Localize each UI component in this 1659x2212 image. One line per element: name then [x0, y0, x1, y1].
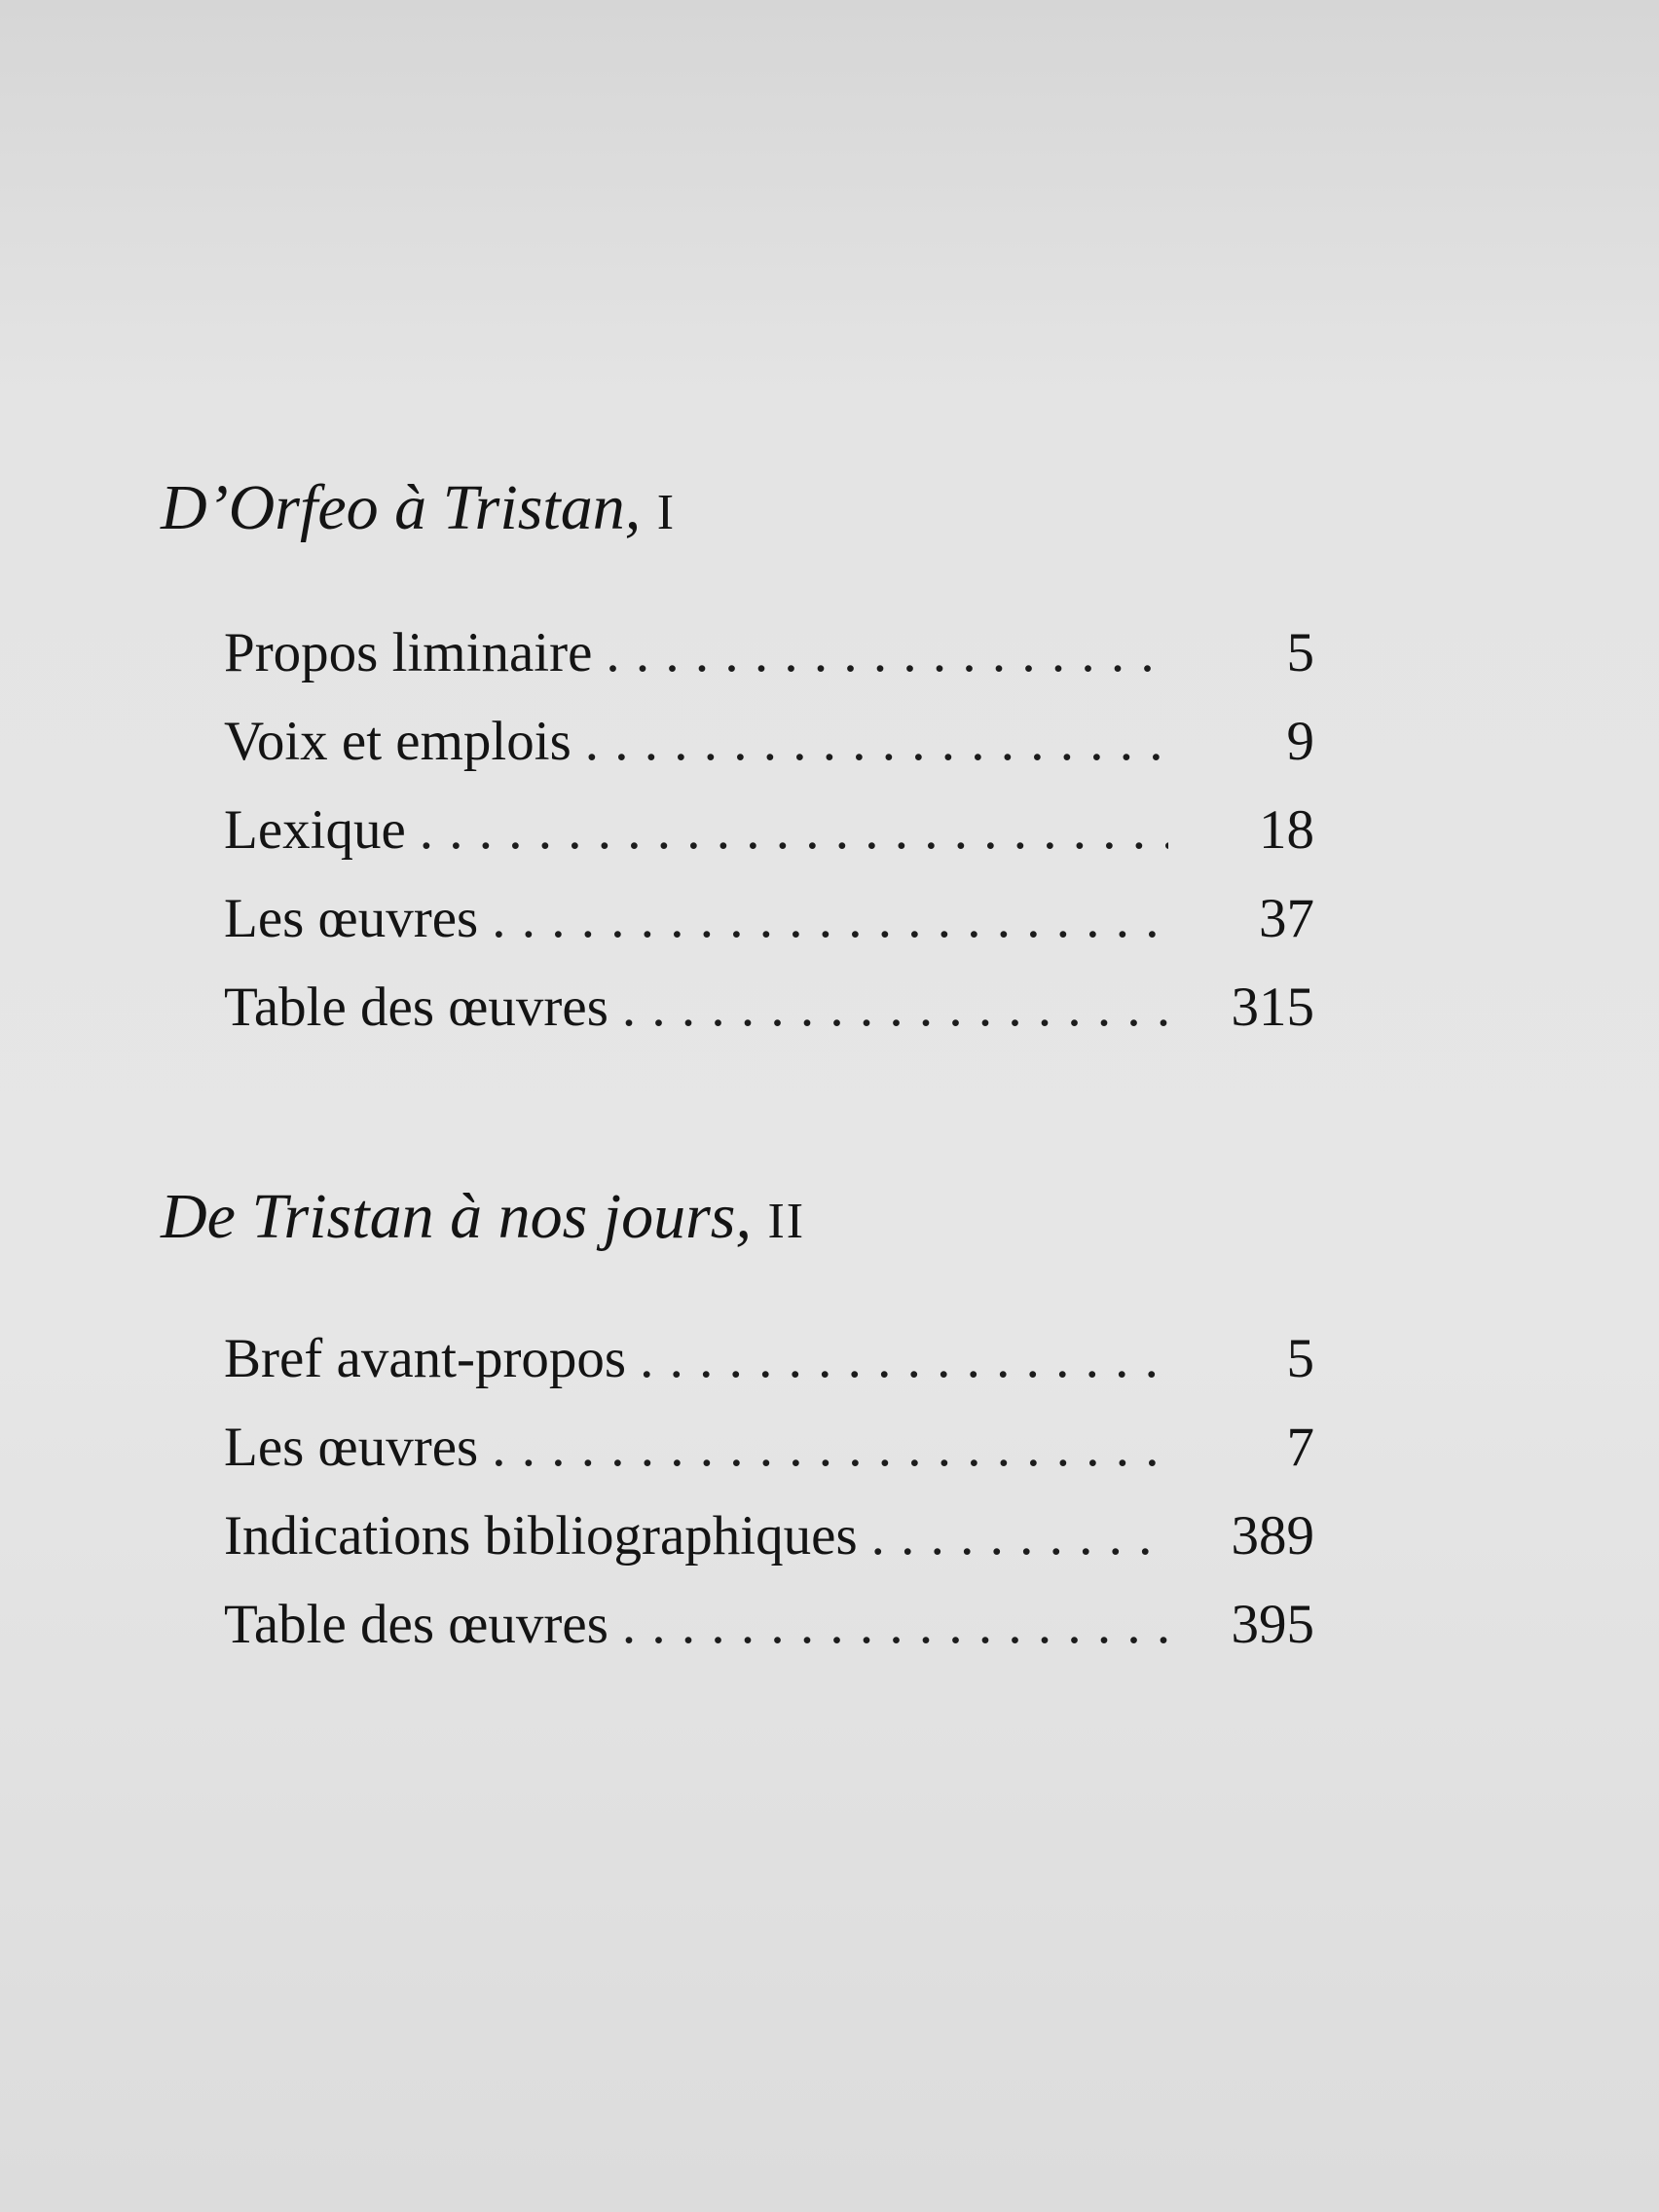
toc-entry-label: Table des œuvres	[224, 1594, 608, 1655]
dot-leader	[420, 786, 1168, 874]
toc-entry	[224, 697, 1314, 786]
toc-entry-label: Indications bibliographiques	[224, 1505, 858, 1567]
toc-entry-page: 9	[1286, 711, 1314, 772]
toc-entry-label: Voix et emplois	[224, 711, 571, 772]
part-1-title: D’Orfeo à Tristan,	[161, 472, 642, 543]
toc-entry	[224, 874, 1314, 963]
toc-entry-page: 7	[1286, 1417, 1314, 1478]
dot-leader	[640, 1314, 1168, 1403]
toc-entry	[224, 1314, 1314, 1403]
toc-entry	[224, 1403, 1314, 1492]
toc-entry-label: Lexique	[224, 799, 406, 861]
dot-leader	[622, 1580, 1168, 1669]
part-2-title: De Tristan à nos jours,	[161, 1181, 752, 1252]
toc-entry-page: 389	[1231, 1505, 1314, 1567]
toc-entry	[224, 1580, 1314, 1669]
toc-entry	[224, 1492, 1314, 1580]
part-2-contents	[224, 1314, 1314, 1669]
toc-entry-page: 5	[1286, 1328, 1314, 1389]
toc-entry-page: 18	[1259, 799, 1314, 861]
part-1-contents	[224, 608, 1314, 1051]
part-1-numeral: I	[656, 485, 677, 540]
toc-entry-label: Propos liminaire	[224, 622, 593, 683]
dot-leader	[492, 874, 1168, 963]
part-2-numeral: II	[767, 1194, 806, 1249]
toc-entry-label: Les œuvres	[224, 888, 479, 949]
dot-leader	[871, 1492, 1168, 1580]
part-2-heading	[161, 1178, 805, 1261]
part-1-heading	[161, 469, 676, 552]
toc-entry-page: 5	[1286, 622, 1314, 683]
toc-entry	[224, 963, 1314, 1051]
toc-entry	[224, 608, 1314, 697]
toc-entry	[224, 786, 1314, 874]
toc-entry-page: 395	[1231, 1594, 1314, 1655]
dot-leader	[585, 697, 1168, 786]
toc-entry-page: 315	[1231, 977, 1314, 1038]
toc-entry-page: 37	[1259, 888, 1314, 949]
dot-leader	[622, 963, 1168, 1051]
toc-entry-label: Les œuvres	[224, 1417, 479, 1478]
toc-entry-label: Bref avant-propos	[224, 1328, 627, 1389]
dot-leader	[606, 608, 1168, 697]
toc-entry-label: Table des œuvres	[224, 977, 608, 1038]
dot-leader	[492, 1403, 1168, 1492]
